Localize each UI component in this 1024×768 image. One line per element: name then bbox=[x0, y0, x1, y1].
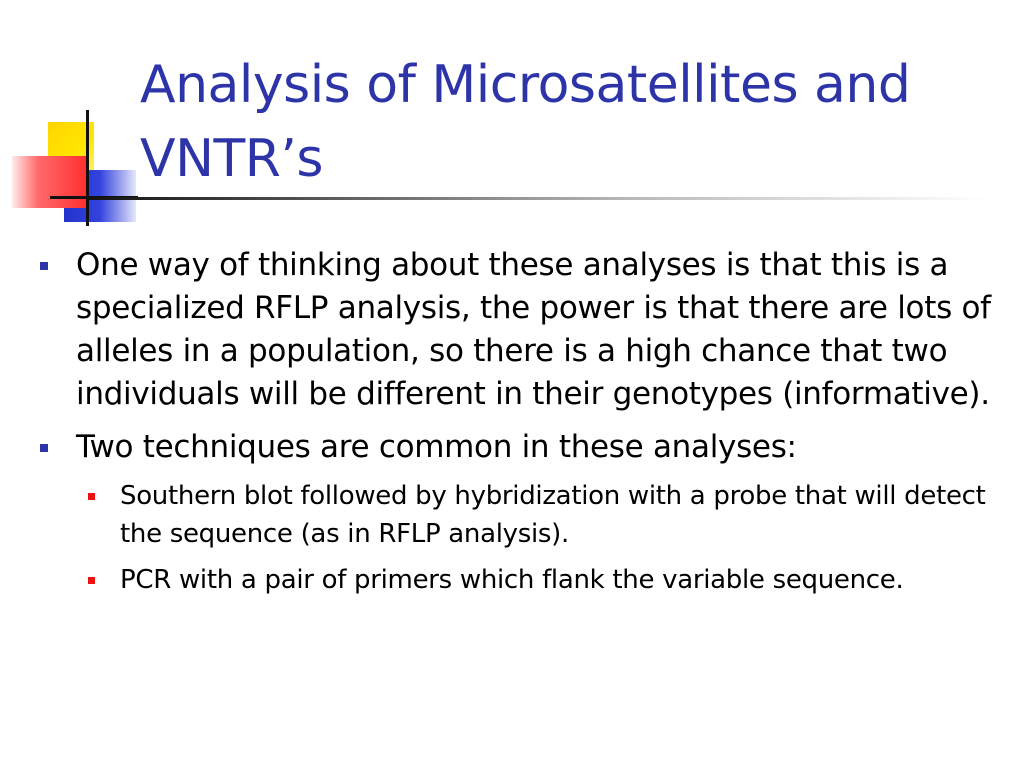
bullet-text: Two techniques are common in these analyses: bbox=[76, 429, 797, 465]
logo-vertical-line bbox=[86, 110, 89, 226]
sub-bullet-item bbox=[76, 477, 996, 553]
sub-bullet-text: Southern blot followed by hybridization with a probe that will detect the sequence (as in RFLP analysis). bbox=[120, 481, 986, 549]
blue-square-bullet-icon bbox=[40, 444, 48, 452]
bullet-item bbox=[36, 426, 996, 469]
red-square-bullet-icon bbox=[88, 493, 95, 500]
slide-logo-decoration bbox=[0, 100, 140, 230]
slide-body bbox=[36, 244, 996, 607]
logo-red-square bbox=[12, 156, 86, 208]
slide-title: Analysis of Microsatellites and VNTR’s bbox=[140, 55, 911, 189]
bullet-text: One way of thinking about these analyses is that this is a specialized RFLP analysis, the power is that there are lots of alleles in a population, so there is a high chance that two individuals will be different in their genotypes (informative). bbox=[76, 247, 991, 412]
sub-bullet-item bbox=[76, 561, 996, 599]
bullet-item bbox=[36, 244, 996, 416]
sub-bullet-list bbox=[76, 477, 996, 599]
blue-square-bullet-icon bbox=[40, 262, 48, 270]
title-underline-divider bbox=[86, 197, 986, 200]
red-square-bullet-icon bbox=[88, 577, 95, 584]
sub-bullet-text: PCR with a pair of primers which flank the variable sequence. bbox=[120, 565, 904, 595]
